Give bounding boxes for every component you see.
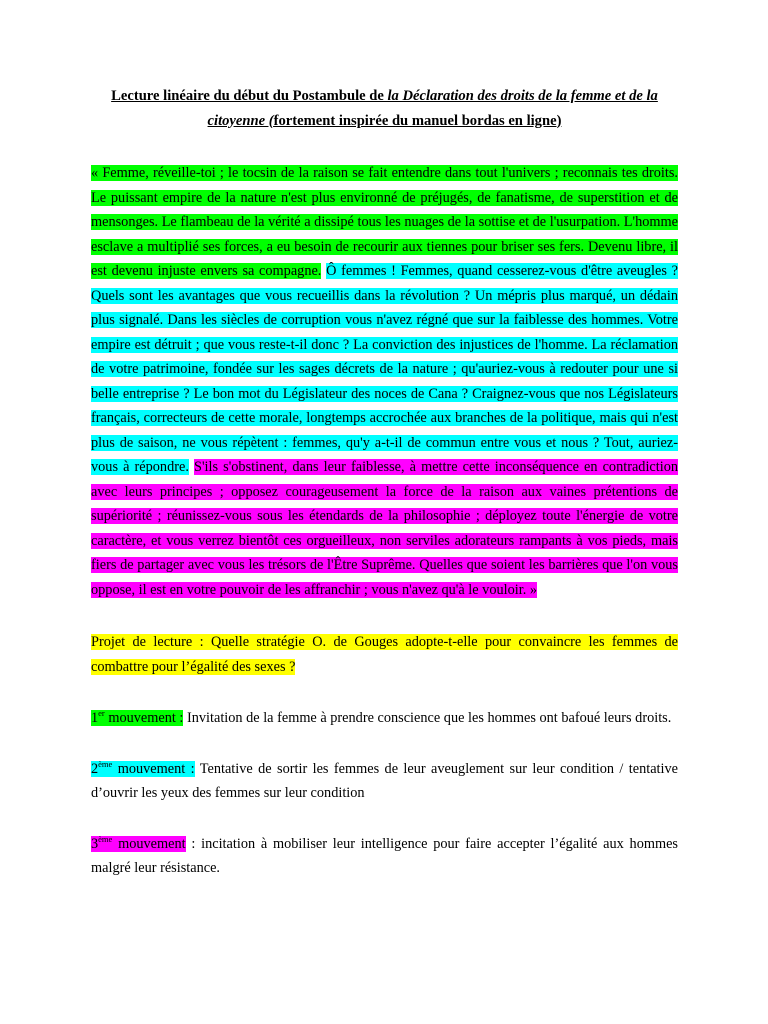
mouvement-3-label bbox=[91, 833, 186, 852]
mouvement-2-text: Tentative de sortir les femmes de leur aveuglement sur leur condition / tentative d’ouvrir les yeux des femmes sur leur condition bbox=[91, 760, 678, 801]
mouvement-1-label bbox=[91, 710, 183, 726]
title-part1: Lecture linéaire du début du Postambule de bbox=[111, 88, 388, 104]
mouvement-3-sup: ème bbox=[98, 833, 113, 844]
mouvement-2-label-text: mouvement : bbox=[112, 760, 195, 777]
mouvement-3-text: : incitation à mobiliser leur intelligence pour faire accepter l’égalité aux hommes malgré leur résistance. bbox=[91, 835, 678, 876]
mouvement-1-sup: er bbox=[98, 708, 105, 719]
mouvement-1-label-text: mouvement : bbox=[104, 710, 184, 726]
mouvement-3 bbox=[91, 832, 678, 881]
mouvement-2-sup: ème bbox=[98, 758, 113, 769]
document-page bbox=[91, 84, 678, 881]
projet-de-lecture bbox=[91, 630, 678, 679]
mouvement-1-text: Invitation de la femme à prendre conscience que les hommes ont bafoué leurs droits. bbox=[183, 710, 672, 726]
mouvement-2 bbox=[91, 757, 678, 806]
title-part2: fortement inspirée du manuel bordas en ligne) bbox=[273, 112, 562, 129]
mouvement-1 bbox=[91, 706, 678, 731]
mouvement-2-num: 2 bbox=[91, 760, 99, 777]
quote-cyan-segment: Ô femmes ! Femmes, quand cesserez-vous d'être aveugles ? Quels sont les avantages que vous recueillis dans la révolution ? Un mépris plus marqué, un dédain plus signalé. Dans les siècles de corruption vous n'avez régné que sur la faiblesse des hommes. Votre empire est détruit ; que vous reste-t-il donc ? La conviction des injustices de l'homme. La réclamation de votre patrimoine, fondée sur les sages décrets de la nature ; qu'auriez-vous à redouter pour une si belle entreprise ? Le bon mot du Législateur des noces de Cana ? Craignez-vous que nos Législateurs français, correcteurs de cette morale, longtemps accrochée aux branches de la politique, mais qui n'est plus de saison, ne vous répètent : femmes, qu'y a-t-il de commun entre vous et nous ? Tout, auriez-vous à répondre. bbox=[91, 263, 678, 475]
projet-text: Projet de lecture : Quelle stratégie O. de Gouges adopte-t-elle pour convaincre les femmes de combattre pour l’égalité des sexes ? bbox=[91, 634, 678, 675]
quote-magenta-segment: S'ils s'obstinent, dans leur faiblesse, à mettre cette inconséquence en contradiction avec leurs principes ; opposez courageusement la force de la raison aux vaines prétentions de supériorité ; réunissez-vous sous les étendards de la philosophie ; déployez toute l'énergie de votre caractère, et vous verrez bientôt ces orgueilleux, non serviles adorateurs rampants à vos pieds, mais fiers de partager avec vous les trésors de l'Être Suprême. Quelles que soient les barrières que l'on vous oppose, il est en votre pouvoir de les affranchir ; vous n'avez qu'à le vouloir. » bbox=[91, 459, 679, 598]
quote-green-segment: « Femme, réveille-toi ; le tocsin de la raison se fait entendre dans tout l'univers ; reconnais tes droits. Le puissant empire de la nature n'est plus environné de préjugés, de fanatisme, de superstition et de mensonges. Le flambeau de la vérité a dissipé tous les nuages de la sottise et de l'usurpation. L'homme esclave a multiplié ses forces, a eu besoin de recourir aux tiennes pour briser ses fers. Devenu libre, il est devenu injuste envers sa compagne. bbox=[91, 165, 678, 279]
mouvement-2-label bbox=[91, 758, 195, 777]
mouvement-1-num: 1 bbox=[91, 710, 99, 726]
postambule-quote bbox=[91, 161, 678, 602]
title-italic: la Déclaration des droits de la femme et de la citoyenne ( bbox=[207, 88, 658, 129]
document-title bbox=[91, 84, 678, 133]
mouvement-3-num: 3 bbox=[91, 835, 99, 852]
mouvement-3-label-text: mouvement bbox=[112, 835, 186, 852]
